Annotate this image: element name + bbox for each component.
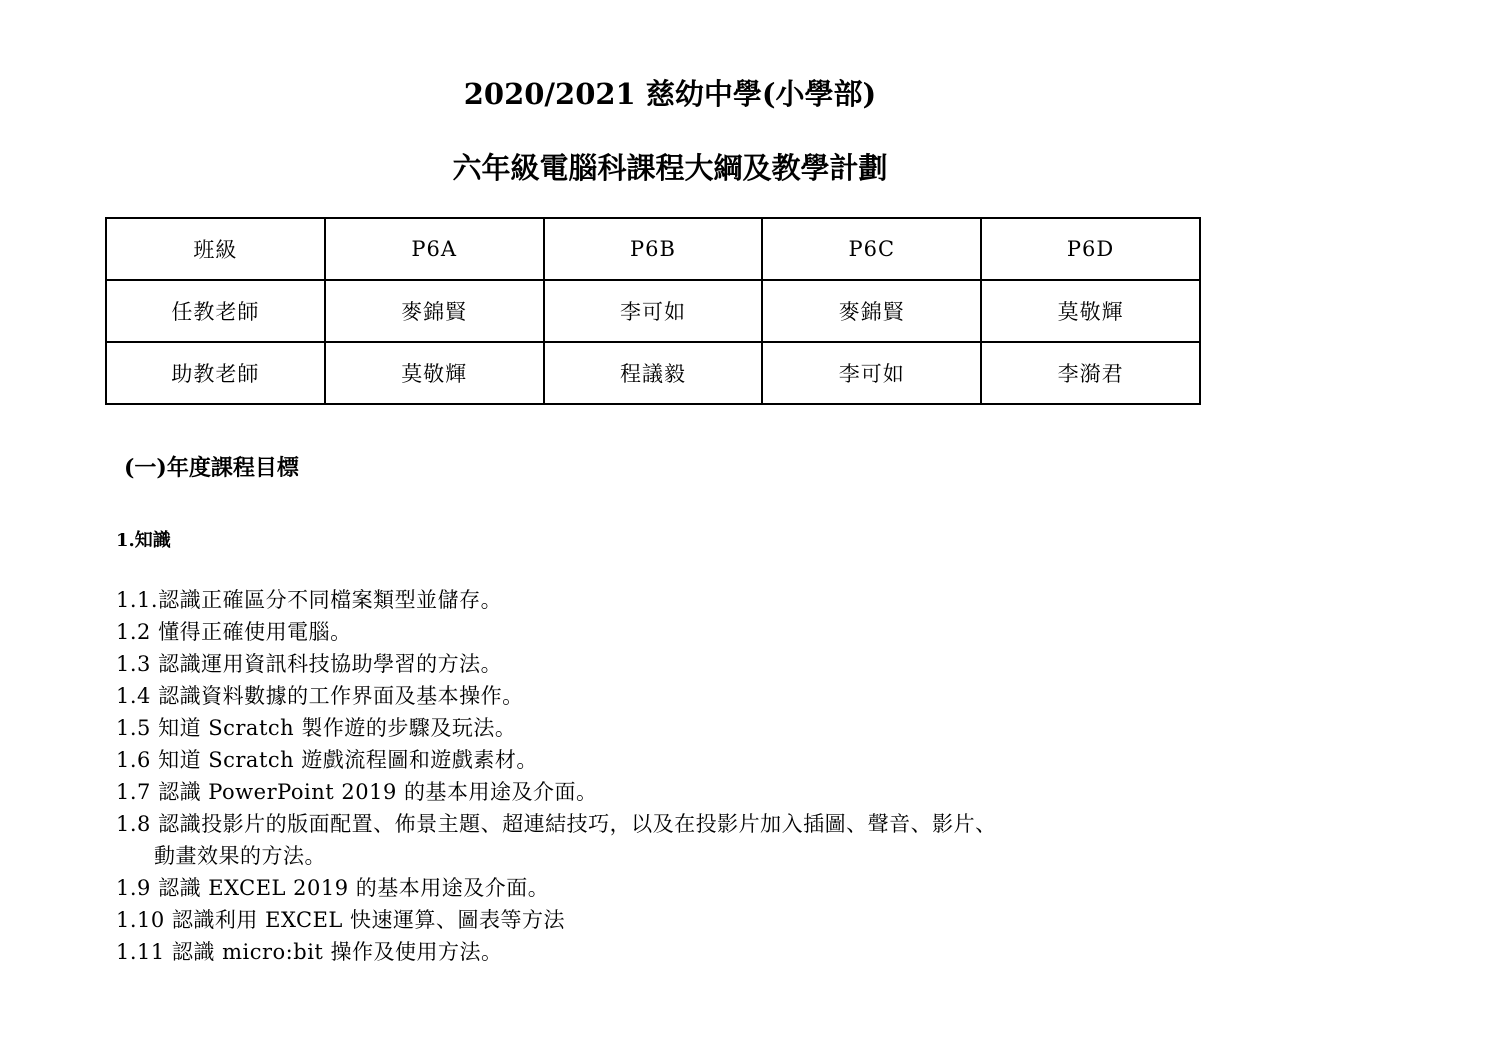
item-text: 1.2 懂得正確使用電腦。 bbox=[116, 620, 352, 644]
table-row-teacher bbox=[106, 280, 1200, 342]
plan-title: 六年級電腦科課程大綱及教學計劃 bbox=[452, 151, 888, 185]
list-item bbox=[116, 936, 1256, 968]
item-text: 1.10 認識利用 EXCEL 快速運算、圖表等方法 bbox=[116, 908, 566, 932]
table-cell: P6D bbox=[981, 218, 1200, 280]
table-cell: 李漪君 bbox=[981, 342, 1200, 404]
item-text: 1.8 認識投影片的版面配置、佈景主題、超連結技巧，以及在投影片加入插圖、聲音、影片、 bbox=[116, 812, 997, 836]
item-text: 1.3 認識運用資訊科技協助學習的方法。 bbox=[116, 652, 503, 676]
table-cell: P6C bbox=[762, 218, 981, 280]
table-cell: 李可如 bbox=[544, 280, 763, 342]
list-item bbox=[116, 712, 1256, 744]
list-item bbox=[116, 744, 1256, 776]
table-row-class bbox=[106, 218, 1200, 280]
table-cell: P6A bbox=[325, 218, 544, 280]
table-row-assistant bbox=[106, 342, 1200, 404]
item-continuation: 動畫效果的方法。 bbox=[154, 844, 326, 868]
item-text: 1.5 知道 Scratch 製作遊的步驟及玩法。 bbox=[116, 716, 517, 740]
table-cell: 莫敬輝 bbox=[981, 280, 1200, 342]
list-item bbox=[116, 776, 1256, 808]
item-text: 1.4 認識資料數據的工作界面及基本操作。 bbox=[116, 684, 524, 708]
table-cell: 班級 bbox=[106, 218, 325, 280]
table-cell: 程議毅 bbox=[544, 342, 763, 404]
table-cell: 莫敬輝 bbox=[325, 342, 544, 404]
table-cell: P6B bbox=[544, 218, 763, 280]
school-title: 2020/2021 慈幼中學(小學部) bbox=[463, 77, 877, 111]
staff-table bbox=[105, 217, 1201, 405]
objectives-list bbox=[116, 584, 1256, 968]
list-item bbox=[116, 680, 1256, 712]
table-cell: 麥錦賢 bbox=[762, 280, 981, 342]
list-item bbox=[116, 872, 1256, 904]
item-text: 1.1.認識正確區分不同檔案類型並儲存。 bbox=[116, 588, 503, 612]
list-item bbox=[116, 648, 1256, 680]
table-cell: 助教老師 bbox=[106, 342, 325, 404]
list-item bbox=[116, 808, 1256, 872]
item-text: 1.11 認識 micro:bit 操作及使用方法。 bbox=[116, 940, 503, 964]
table-cell: 李可如 bbox=[762, 342, 981, 404]
list-item bbox=[116, 904, 1256, 936]
list-item bbox=[116, 584, 1256, 616]
item-text: 1.9 認識 EXCEL 2019 的基本用途及介面。 bbox=[116, 876, 550, 900]
section-heading: (一)年度課程目標 bbox=[124, 455, 299, 481]
list-item bbox=[116, 616, 1256, 648]
table-cell: 麥錦賢 bbox=[325, 280, 544, 342]
table-cell: 任教老師 bbox=[106, 280, 325, 342]
item-text: 1.7 認識 PowerPoint 2019 的基本用途及介面。 bbox=[116, 780, 598, 804]
item-text: 1.6 知道 Scratch 遊戲流程圖和遊戲素材。 bbox=[116, 748, 538, 772]
knowledge-subheading: 1.知識 bbox=[116, 530, 171, 551]
